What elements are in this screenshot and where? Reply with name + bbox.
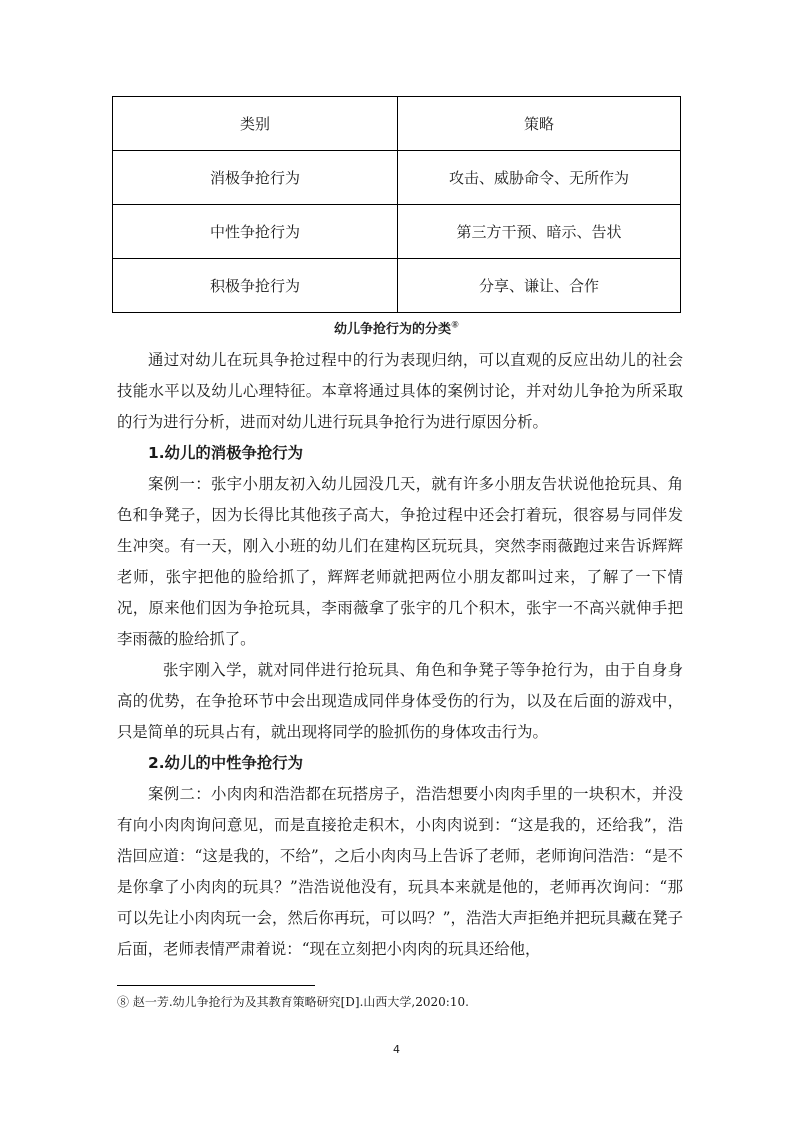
table-cell: 中性争抢行为 bbox=[113, 205, 398, 259]
table-row bbox=[113, 151, 681, 205]
table-header-strategy: 策略 bbox=[398, 97, 681, 151]
footnote-reference[interactable]: ⑧ bbox=[450, 320, 460, 331]
table-caption bbox=[112, 318, 681, 337]
table-row bbox=[113, 259, 681, 313]
table-caption-text: 幼儿争抢行为的分类 bbox=[333, 322, 451, 337]
paragraph-case-one-analysis: 张宇刚入学，就对同伴进行抢玩具、角色和争凳子等争抢行为，由于自身身高的优势，在争抢环节中会出现造成同伴身体受伤的行为，以及在后面的游戏中，只是简单的玩具占有，就出现将同学的脸抓伤的身体攻击行为。 bbox=[117, 661, 683, 741]
section-heading-negative: 1.幼儿的消极争抢行为 bbox=[148, 444, 304, 462]
table-cell: 积极争抢行为 bbox=[113, 259, 398, 313]
table-cell: 分享、谦让、合作 bbox=[398, 259, 681, 313]
table-cell: 攻击、威胁命令、无所作为 bbox=[398, 151, 681, 205]
table-cell: 第三方干预、暗示、告状 bbox=[398, 205, 681, 259]
paragraph-case-two: 案例二：小肉肉和浩浩都在玩搭房子，浩浩想要小肉肉手里的一块积木，并没有向小肉肉询问意见，而是直接抢走积木，小肉肉说到：“这是我的，还给我”，浩浩回应道：“这是我的，不给”，之后小肉肉马上告诉了老师，老师询问浩浩：“是不是你拿了小肉肉的玩具？”浩浩说他没有，玩具本来就是他的，老师再次询问：“那可以先让小肉肉玩一会，然后你再玩，可以吗？”，浩浩大声拒绝并把玩具藏在凳子后面，老师表情严肃着说：“现在立刻把小肉肉的玩具还给他， bbox=[117, 785, 683, 958]
table-header-row bbox=[113, 97, 681, 151]
paragraph-intro: 通过对幼儿在玩具争抢过程中的行为表现归纳，可以直观的反应出幼儿的社会技能水平以及幼儿心理特征。本章将通过具体的案例讨论，并对幼儿争抢为所采取的行为进行分析，进而对幼儿进行玩具争抢行为进行原因分析。 bbox=[117, 351, 683, 431]
footnote-text: ⑧ 赵一芳.幼儿争抢行为及其教育策略研究[D].山西大学,2020:10. bbox=[117, 995, 469, 1009]
paragraph-case-one: 案例一：张宇小朋友初入幼儿园没几天，就有许多小朋友告状说他抢玩具、角色和争凳子，因为长得比其他孩子高大，争抢过程中还会打着玩，很容易与同伴发生冲突。有一天，刚入小班的幼儿们在建构区玩玩具，突然李雨薇跑过来告诉辉辉老师，张宇把他的脸给抓了，辉辉老师就把两位小朋友都叫过来，了解了一下情况，原来他们因为争抢玩具，李雨薇拿了张宇的几个积木，张宇一不高兴就伸手把李雨薇的脸给抓了。 bbox=[117, 475, 683, 648]
classification-table bbox=[112, 96, 681, 313]
footnote-divider bbox=[117, 985, 315, 986]
table-cell: 消极争抢行为 bbox=[113, 151, 398, 205]
section-heading-neutral: 2.幼儿的中性争抢行为 bbox=[148, 754, 304, 772]
body-text bbox=[117, 345, 683, 965]
table-header-category: 类别 bbox=[113, 97, 398, 151]
table-row bbox=[113, 205, 681, 259]
page-number: 4 bbox=[393, 1043, 400, 1056]
